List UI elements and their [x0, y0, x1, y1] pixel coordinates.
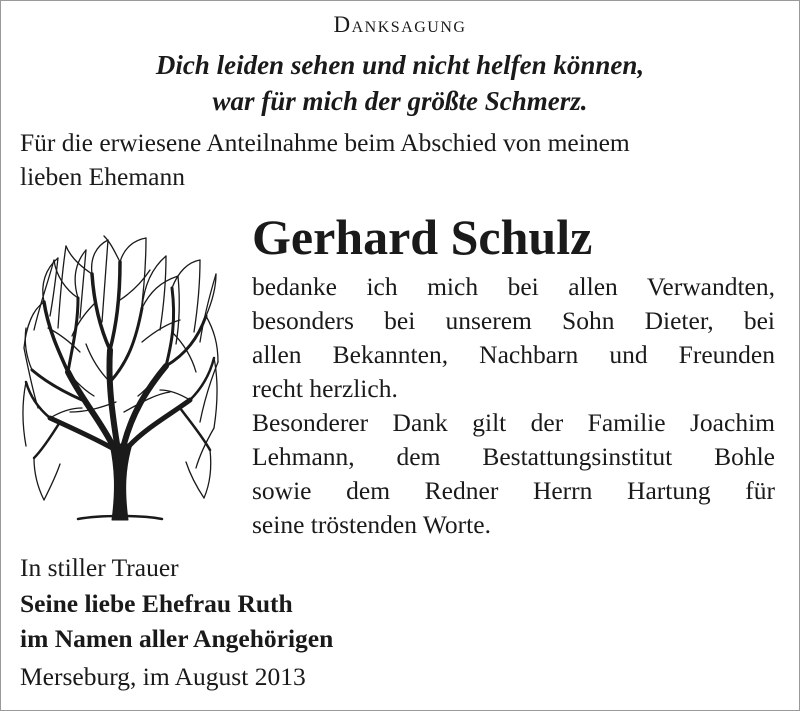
body-line-7: sowie dem Redner Herrn Hartung für: [252, 476, 775, 505]
body-line-6: Lehmann, dem Bestattungsinstitut Bohle: [252, 442, 775, 471]
body-line-1: bedanke ich mich bei allen Verwandten,: [252, 272, 775, 301]
intro-line-2: lieben Ehemann: [20, 162, 185, 191]
body-line-4: recht herzlich.: [252, 374, 398, 403]
body-line-8: seine tröstenden Worte.: [252, 510, 491, 539]
intro-line-1: Für die erwiesene Anteilnahme beim Abschied von meinem: [20, 128, 630, 157]
motto-line-1: Dich leiden sehen und nicht helfen können,: [155, 50, 645, 80]
motto-line-2: war für mich der größte Schmerz.: [212, 86, 588, 116]
bare-tree-icon: [20, 232, 220, 527]
notice-heading: Danksagung: [333, 12, 467, 37]
place-date-line: Merseburg, im August 2013: [20, 662, 306, 691]
deceased-name: Gerhard Schulz: [252, 209, 593, 265]
body-line-3: allen Bekannten, Nachbarn und Freunden: [252, 340, 775, 369]
body-line-2: besonders bei unserem Sohn Dieter, bei: [252, 306, 775, 335]
body-line-5: Besonderer Dank gilt der Familie Joachim: [252, 408, 775, 437]
signature-line-2: im Namen aller Angehörigen: [20, 624, 334, 653]
mourning-line: In stiller Trauer: [20, 553, 179, 582]
signature-line-1: Seine liebe Ehefrau Ruth: [20, 589, 293, 618]
